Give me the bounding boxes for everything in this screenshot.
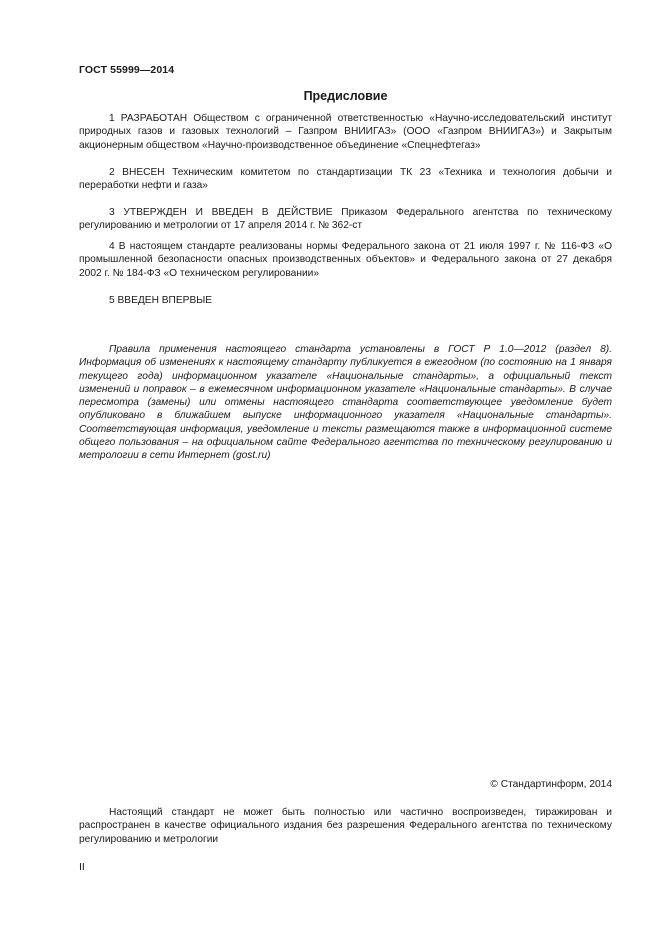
preface-item-developed: 1 РАЗРАБОТАН Обществом с ограниченной ответственностью «Научно-исследовательский институт природных газов и газовых технологий – Газпром ВНИИГАЗ» (ООО «Газпром ВНИИГАЗ») и Закрытым акционерным обществом «Научно-производственное объединение «Спецнефтегаз» — [79, 113, 612, 151]
preface-item-first-introduced: 5 ВВЕДЕН ВПЕРВЫЕ — [109, 295, 213, 306]
preface-item-federal-laws: 4 В настоящем стандарте реализованы нормы Федерального закона от 21 июля 1997 г. № 116-ФЗ «О промышленной безопасности опасных производственных объектов» и Федерального закона от 27 декабря 2002 г. № 184-ФЗ «О техническом регулировании» — [79, 241, 612, 279]
section-title: Предисловие — [303, 89, 388, 103]
reproduction-restriction-notice: Настоящий стандарт не может быть полностью или частично воспроизведен, тиражирован и распространен в качестве официального издания без разрешения Федерального агентства по техническому регулированию и метрологии — [79, 807, 612, 845]
preface-item-approved: 3 УТВЕРЖДЕН И ВВЕДЕН В ДЕЙСТВИЕ Приказом Федерального агентства по техническому регулированию и метрологии от 17 апреля 2014 г. № 362-ст — [79, 207, 612, 232]
application-rules-note: Правила применения настоящего стандарта установлены в ГОСТ Р 1.0—2012 (раздел 8). Информация об изменениях к настоящему стандарту публикуется в ежегодном (по состоянию на 1 января текущего года) информационном указателе «Национальные стандарты», а официальный текст изменений и поправок – в ежемесячном информационном указателе «Национальные стандарты». В случае пересмотра (замены) или отмены настоящего стандарта соответствующее уведомление будет опубликовано в ближайшем выпуске информационного указателя «Национальные стандарты». Соответствующая информация, уведомление и тексты размещаются также в информационной системе общего пользования – на официальном сайте Федерального агентства по техническому регулированию и метрологии в сети Интернет (gost.ru) — [79, 344, 612, 462]
preface-item-introduced: 2 ВНЕСЕН Техническим комитетом по стандартизации ТК 23 «Техника и технология добычи и переработки нефти и газа» — [79, 167, 612, 192]
copyright-notice: © Стандартинформ, 2014 — [490, 779, 612, 790]
document-code: ГОСТ 55999—2014 — [79, 64, 175, 76]
page-number: II — [79, 861, 85, 873]
